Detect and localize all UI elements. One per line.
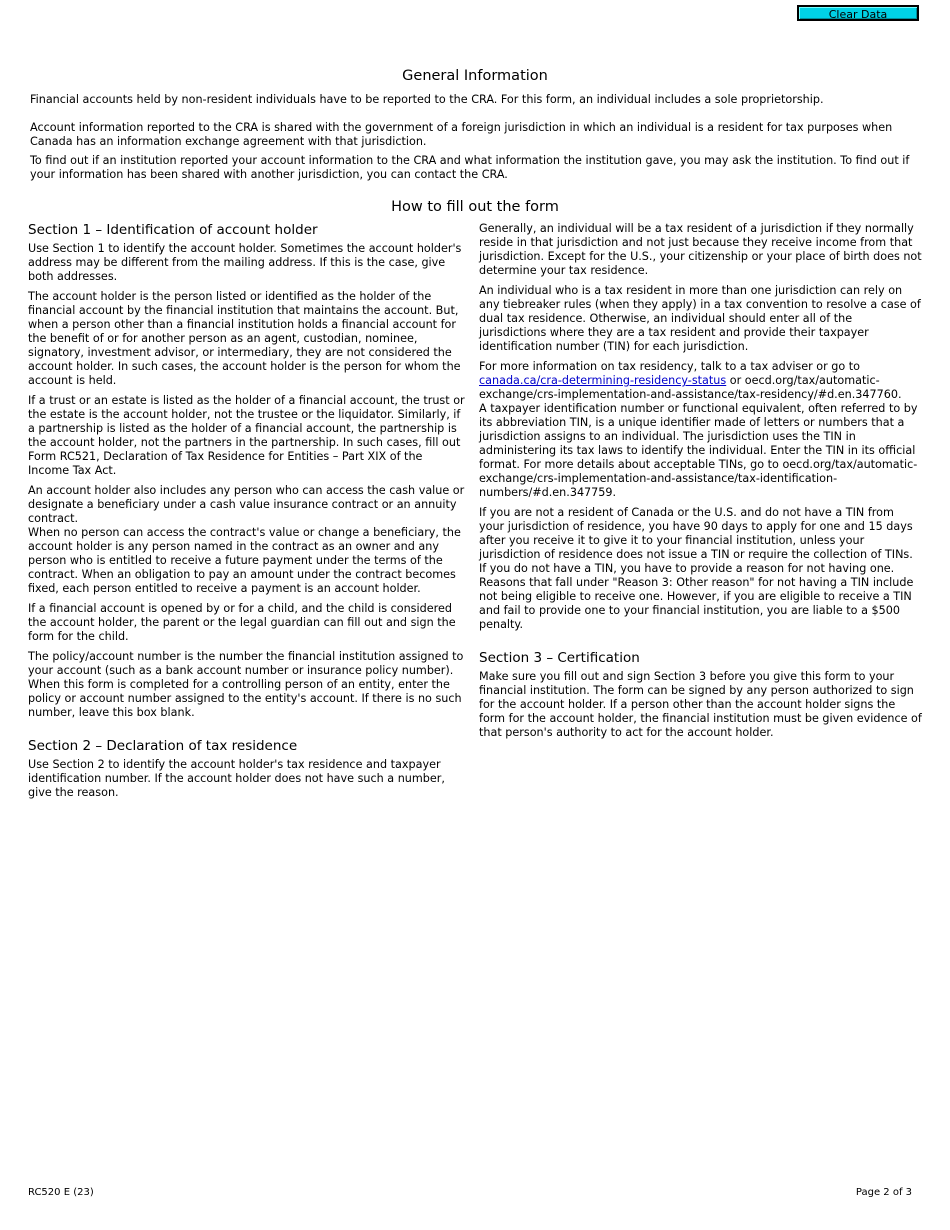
left-column [28, 222, 466, 806]
tin-paragraph: A taxpayer identification number or functional equivalent, often referred to by its abbreviation TIN, is a unique identifier made of letters or numbers that a jurisdiction assigns to an individual. The jurisdiction uses the TIN in administering its tax laws to identify the individual. Enter the TIN in its official format. For more details about acceptable TINs, go to oecd.org/tax/automatic-exchange/crs-implementation-and-assistance/tax-identification-numbers/#d.en.347759. [479, 402, 918, 499]
general-paragraph-1: Financial accounts held by non-resident individuals have to be reported to the CRA. For this form, an individual includes a sole proprietorship. [30, 93, 824, 106]
no-tin-paragraph: If you are not a resident of Canada or the U.S. and do not have a TIN from your jurisdiction of residence, you have 90 days to apply for one and 15 days after you receive it to give it to your financial institution, unless your jurisdiction of residence does not issue a TIN or require the collection of TINs. If you do not have a TIN, you have to provide a reason for not having one. Reasons that fall under "Reason 3: Other reason" for not having a TIN include not being eligible to receive one. However, if you are eligible to receive a TIN and fail to provide one to your financial institution, you are liable to a $500 penalty. [479, 506, 914, 631]
section1-paragraph-1: Use Section 1 to identify the account holder. Sometimes the account holder's address may be different from the mailing address. If this is the case, give both addresses. [28, 242, 462, 283]
how-to-fill-title: How to fill out the form [391, 199, 559, 215]
residency-text-pre: For more information on tax residency, talk to a tax adviser or go to [479, 360, 861, 373]
clear-data-button[interactable]: Clear Data [797, 5, 919, 21]
right-column [479, 222, 922, 746]
page-number: Page 2 of 3 [855, 1187, 912, 1198]
section1-paragraph-3: If a trust or an estate is listed as the holder of a financial account, the trust or the estate is the account holder, not the trustee or the liquidator. Similarly, if a partnership is listed as the holder of a financial account, the partnership is the account holder, not the partners in the partnership. In such cases, fill out Form RC521, Declaration of Tax Residence for Entities – Part XIX of the Income Tax Act. [28, 394, 465, 477]
form-id: RC520 E (23) [28, 1187, 94, 1198]
general-information-title: General Information [402, 68, 548, 84]
section1-paragraph-2: The account holder is the person listed or identified as the holder of the financial account by the financial institution that maintains the account. But, when a person other than a financial institution holds a financial account for the benefit of or for another person as an agent, custodian, nominee, signatory, investment advisor, or intermediary, they are not considered the account holder. In such cases, the account holder is the person for whom the account is held. [28, 290, 461, 387]
general-paragraph-2: Account information reported to the CRA is shared with the government of a foreign jurisdiction in which an individual is a resident for tax purposes when Canada has an information exchange agreement with that jurisdiction. [30, 121, 893, 148]
section3-heading: Section 3 – Certification [479, 650, 640, 666]
residency-text-post: or oecd.org/tax/automatic-exchange/crs-implementation-and-assistance/tax-residency/#d.en.347760. [479, 374, 902, 401]
section1-paragraph-5: When no person can access the contract's value or change a beneficiary, the account holder is any person named in the contract as an owner and any person who is entitled to receive a future payment under the terms of the contract. When an obligation to pay an amount under the contract becomes fixed, each person entitled to receive a payment is an account holder. [28, 526, 461, 595]
section1-paragraph-6: If a financial account is opened by or for a child, and the child is considered the account holder, the parent or the legal guardian can fill out and sign the form for the child. [28, 602, 456, 643]
section3-paragraph-1: Make sure you fill out and sign Section 3 before you give this form to your financial institution. The form can be signed by any person authorized to sign for the account holder. If a person other than the account holder signs the form for the account holder, the financial institution must be given evidence of that person's authority to act for the account holder. [479, 670, 922, 739]
section2-paragraph-1: Use Section 2 to identify the account holder's tax residence and taxpayer identification number. If the account holder does not have such a number, give the reason. [28, 758, 445, 799]
section1-paragraph-7: The policy/account number is the number the financial institution assigned to your account (such as a bank account number or insurance policy number). When this form is completed for a controlling person of an entity, enter the policy or account number assigned to the entity's account. If there is no such number, leave this box blank. [28, 650, 464, 719]
section1-heading: Section 1 – Identification of account holder [28, 222, 318, 238]
residency-paragraph-3 [479, 360, 922, 402]
general-paragraph-3: To find out if an institution reported your account information to the CRA and what information the institution gave, you may ask the institution. To find out if your information has been shared with another jurisdiction, you can contact the CRA. [30, 154, 910, 181]
residency-paragraph-2: An individual who is a tax resident in more than one jurisdiction can rely on any tiebreaker rules (when they apply) in a tax convention to resolve a case of dual tax residence. Otherwise, an individual should enter all of the jurisdictions where they are a tax resident and provide their taxpayer identification number (TIN) for each jurisdiction. [479, 284, 921, 353]
section2-heading: Section 2 – Declaration of tax residence [28, 738, 298, 754]
residency-paragraph-1: Generally, an individual will be a tax resident of a jurisdiction if they normally reside in that jurisdiction and not just because they receive income from that jurisdiction. Except for the U.S., your citizenship or your place of birth does not determine your tax residence. [479, 222, 922, 277]
residency-status-link[interactable]: canada.ca/cra-determining-residency-status [479, 374, 727, 387]
section1-paragraph-4: An account holder also includes any person who can access the cash value or designate a beneficiary under a cash value insurance contract or an annuity contract. [28, 484, 465, 525]
